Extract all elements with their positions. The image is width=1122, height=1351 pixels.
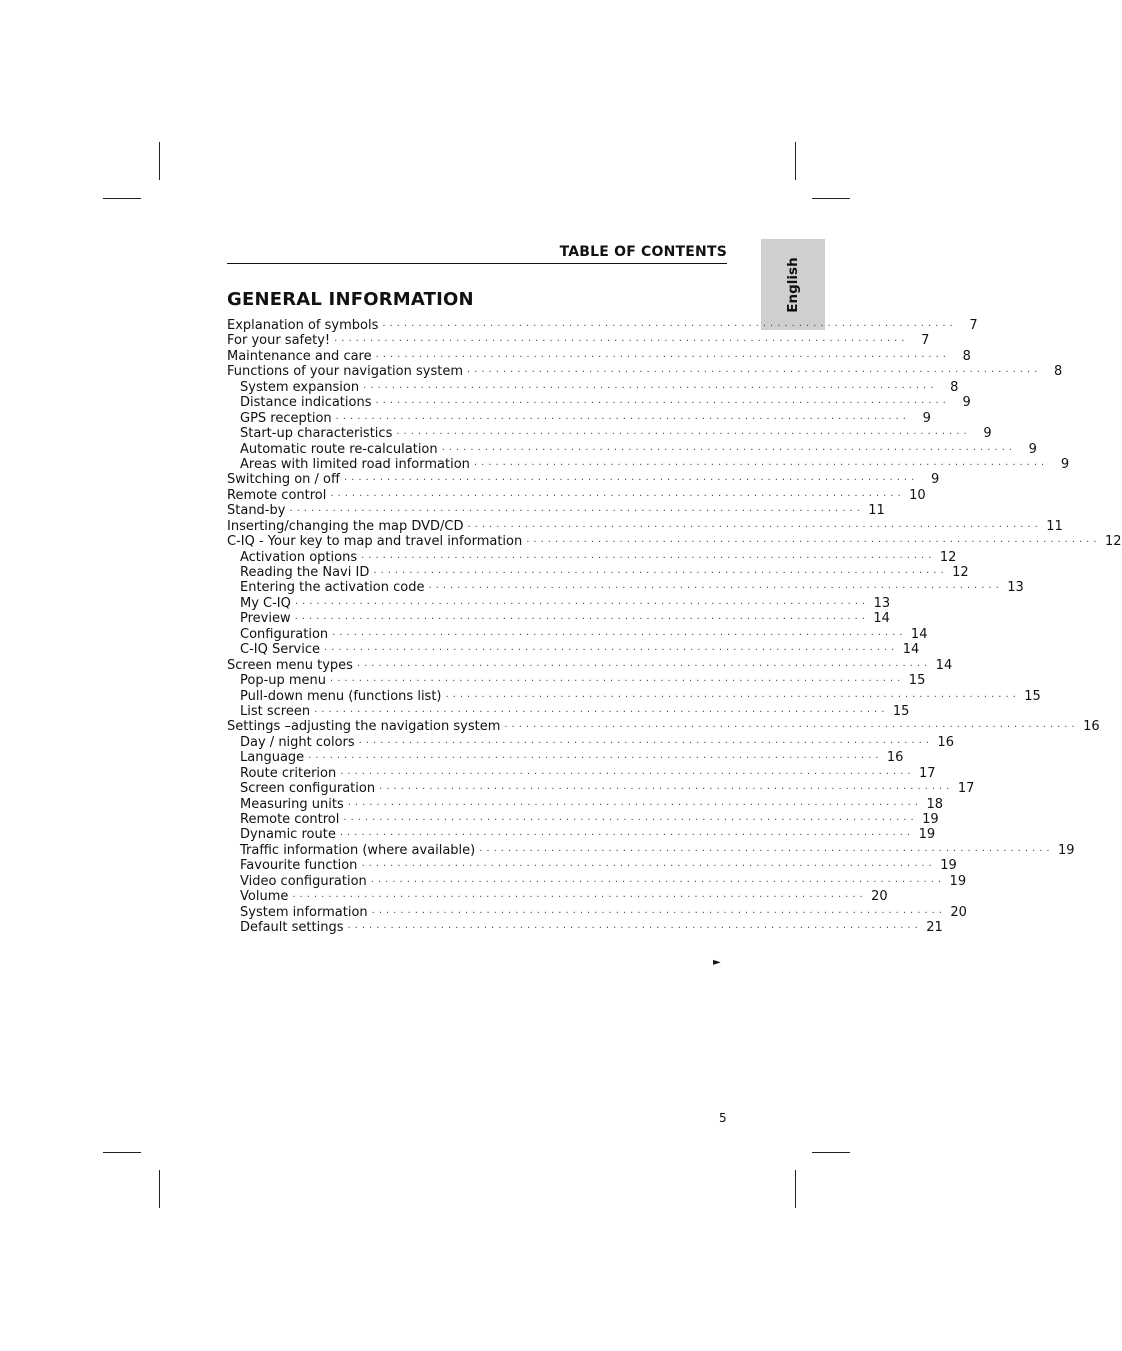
toc-entry — [227, 842, 1075, 858]
toc-entry — [227, 657, 953, 673]
toc-leader-dots: ················································································ — [340, 768, 915, 780]
toc-entry — [227, 318, 978, 333]
toc-entry — [227, 688, 1041, 704]
toc-entry-page: 9 — [962, 395, 971, 411]
toc-leader-dots: ················································································ — [330, 490, 905, 502]
page-number: 5 — [719, 1111, 727, 1125]
right-triangle-icon: ► — [713, 957, 721, 968]
toc-entry-page: 19 — [1057, 842, 1075, 858]
toc-entry-label: Maintenance and care — [227, 348, 372, 364]
crop-mark-top-left-vertical — [159, 142, 160, 180]
toc-entry — [227, 812, 939, 827]
header-rule — [227, 263, 727, 264]
toc-leader-dots: ················································································ — [361, 552, 936, 564]
toc-entry-label: For your safety! — [227, 333, 331, 349]
toc-leader-dots: ················································································ — [314, 706, 889, 718]
toc-leader-dots: ················································································ — [441, 444, 1016, 456]
toc-entry-label: Reading the Navi ID — [240, 565, 370, 580]
toc-entry — [227, 719, 1100, 735]
toc-entry-label: Configuration — [240, 626, 329, 642]
toc-leader-dots: ················································································ — [445, 691, 1020, 703]
toc-entry-label: Preview — [240, 611, 291, 627]
toc-entry-page: 14 — [873, 611, 890, 627]
toc-leader-dots: ················································································ — [347, 799, 923, 811]
crop-mark-top-right-vertical — [795, 142, 796, 180]
toc-entry-label: Distance indications — [240, 395, 372, 411]
toc-entry-page: 7 — [969, 318, 978, 333]
toc-entry-label: Default settings — [240, 920, 344, 936]
toc-entry-label: Day / night colors — [240, 734, 355, 750]
toc-leader-dots: ················································································ — [375, 398, 950, 410]
toc-leader-dots: ················································································ — [371, 907, 946, 919]
toc-entry-label: Stand-by — [227, 503, 286, 519]
toc-entry-label: Functions of your navigation system — [227, 364, 463, 380]
crop-mark-bottom-left-horizontal — [103, 1152, 141, 1153]
toc-entry-page: 19 — [949, 873, 967, 889]
toc-entry — [227, 734, 954, 750]
toc-entry-page: 13 — [873, 595, 891, 611]
toc-entry — [227, 364, 1063, 380]
toc-entry-label: Entering the activation code — [240, 580, 425, 596]
toc-list — [227, 318, 1122, 936]
toc-entry-label: Language — [240, 750, 305, 766]
toc-entry-label: System information — [240, 904, 368, 920]
toc-entry — [227, 642, 920, 658]
toc-entry-page: 19 — [940, 858, 957, 874]
toc-entry — [227, 873, 967, 889]
toc-leader-dots: ················································································ — [379, 784, 954, 796]
toc-leader-dots: ················································································ — [330, 676, 905, 688]
toc-entry-label: GPS reception — [240, 410, 332, 426]
toc-entry-label: List screen — [240, 703, 311, 719]
toc-entry-label: My C-IQ — [240, 595, 291, 611]
toc-entry — [227, 827, 936, 843]
toc-leader-dots: ················································································ — [373, 568, 948, 579]
section-title: GENERAL INFORMATION — [227, 289, 474, 310]
toc-leader-dots: ················································································ — [363, 382, 938, 394]
toc-entry — [227, 626, 928, 642]
toc-leader-dots: ················································································ — [473, 459, 1049, 471]
toc-leader-dots: ················································································ — [343, 815, 918, 826]
toc-entry — [227, 549, 957, 565]
toc-entry-label: Volume — [240, 889, 289, 905]
toc-leader-dots: ················································································ — [428, 583, 1003, 595]
header-title: TABLE OF CONTENTS — [559, 244, 727, 260]
language-tab-label: English — [785, 256, 801, 313]
toc-leader-dots: ················································································ — [334, 336, 909, 348]
toc-entry-page: 9 — [922, 410, 931, 426]
crop-mark-bottom-right-vertical — [795, 1170, 796, 1208]
toc-entry-label: Inserting/changing the map DVD/CD — [227, 518, 464, 534]
crop-mark-top-right-horizontal — [812, 198, 850, 199]
toc-entry-page: 9 — [1028, 441, 1037, 457]
toc-entry — [227, 920, 943, 936]
toc-entry-page: 21 — [926, 920, 943, 936]
toc-entry — [227, 348, 971, 364]
toc-entry-label: Pull-down menu (functions list) — [240, 688, 442, 704]
toc-entry — [227, 426, 992, 442]
toc-entry-page: 16 — [886, 750, 904, 766]
toc-entry-page: 9 — [983, 426, 992, 442]
toc-entry-label: Remote control — [227, 487, 327, 503]
toc-entry-page: 19 — [918, 827, 936, 843]
toc-entry-label: Screen menu types — [227, 657, 353, 673]
toc-leader-dots: ················································································ — [370, 876, 946, 888]
toc-leader-dots: ················································································ — [347, 923, 922, 935]
toc-entry-page: 12 — [1104, 534, 1122, 550]
toc-entry — [227, 333, 930, 349]
crop-mark-bottom-right-horizontal — [812, 1152, 850, 1153]
toc-entry-label: Settings –adjusting the navigation system — [227, 719, 501, 735]
toc-entry-page: 14 — [902, 642, 920, 658]
toc-entry — [227, 703, 910, 719]
toc-entry — [227, 456, 1070, 472]
toc-leader-dots: ················································································ — [467, 367, 1042, 379]
toc-entry-page: 11 — [1046, 518, 1063, 534]
toc-entry-label: Measuring units — [240, 796, 344, 812]
toc-entry-label: C-IQ Service — [240, 642, 321, 658]
toc-entry — [227, 472, 940, 488]
toc-leader-dots: ················································································ — [358, 737, 933, 749]
toc-entry — [227, 580, 1024, 596]
toc-entry — [227, 487, 926, 503]
toc-entry — [227, 503, 885, 519]
toc-leader-dots: ················································································ — [324, 645, 899, 657]
toc-leader-dots: ················································································ — [308, 753, 883, 765]
toc-leader-dots: ················································································ — [292, 892, 867, 904]
toc-entry-page: 11 — [868, 503, 885, 519]
toc-entry — [227, 518, 1063, 534]
crop-mark-top-left-horizontal — [103, 198, 141, 199]
toc-leader-dots: ················································································ — [294, 598, 870, 610]
toc-entry — [227, 673, 926, 689]
toc-leader-dots: ················································································ — [479, 845, 1054, 857]
toc-entry-label: Dynamic route — [240, 827, 336, 843]
toc-leader-dots: ················································································ — [396, 429, 971, 441]
toc-entry — [227, 410, 931, 426]
toc-entry-label: Activation options — [240, 549, 358, 565]
toc-entry-page: 14 — [935, 657, 953, 673]
toc-entry — [227, 565, 969, 580]
toc-entry-page: 12 — [952, 565, 969, 580]
toc-entry-page: 15 — [892, 703, 910, 719]
toc-entry-page: 16 — [937, 734, 954, 750]
toc-entry — [227, 611, 890, 627]
toc-entry-label: Areas with limited road information — [240, 456, 470, 472]
toc-entry-label: Pop-up menu — [240, 673, 327, 689]
toc-entry — [227, 379, 959, 395]
toc-entry-page: 20 — [950, 904, 967, 920]
toc-entry-label: C-IQ - Your key to map and travel information — [227, 534, 523, 550]
language-tab — [761, 239, 825, 330]
toc-entry-page: 17 — [957, 781, 975, 797]
crop-mark-bottom-left-vertical — [159, 1170, 160, 1208]
toc-leader-dots: ················································································ — [382, 321, 957, 332]
toc-entry-page: 14 — [910, 626, 928, 642]
toc-entry-page: 9 — [930, 472, 940, 488]
toc-entry — [227, 904, 967, 920]
toc-entry — [227, 781, 975, 797]
toc-entry — [227, 750, 904, 766]
toc-entry — [227, 765, 936, 781]
toc-entry-label: Start-up characteristics — [240, 426, 393, 442]
toc-leader-dots: ················································································ — [339, 830, 915, 842]
toc-entry — [227, 796, 944, 812]
toc-leader-dots: ················································································ — [343, 475, 919, 487]
toc-entry-page: 15 — [908, 673, 926, 689]
toc-entry-label: Favourite function — [240, 858, 358, 874]
toc-entry — [227, 889, 888, 905]
toc-entry-page: 12 — [939, 549, 957, 565]
toc-entry — [227, 534, 1122, 550]
toc-entry-label: System expansion — [240, 379, 360, 395]
toc-entry-page: 17 — [918, 765, 936, 781]
toc-entry-label: Traffic information (where available) — [240, 842, 476, 858]
toc-entry-page: 20 — [871, 889, 888, 905]
toc-leader-dots: ················································································ — [375, 351, 950, 363]
toc-entry-label: Screen configuration — [240, 781, 376, 797]
toc-entry — [227, 595, 891, 611]
toc-entry-page: 8 — [1054, 364, 1063, 380]
toc-entry-page: 8 — [950, 379, 959, 395]
toc-entry — [227, 441, 1037, 457]
toc-leader-dots: ················································································ — [467, 521, 1042, 533]
toc-entry-label: Explanation of symbols — [227, 318, 379, 333]
toc-leader-dots: ················································································ — [504, 722, 1079, 734]
toc-entry-page: 19 — [922, 812, 939, 827]
toc-leader-dots: ················································································ — [289, 506, 864, 518]
toc-entry — [227, 858, 957, 874]
toc-entry-page: 8 — [962, 348, 971, 364]
toc-leader-dots: ················································································ — [356, 660, 932, 672]
toc-entry-page: 13 — [1007, 580, 1024, 596]
toc-entry-page: 9 — [1060, 456, 1070, 472]
toc-entry-page: 16 — [1083, 719, 1100, 735]
toc-entry-label: Automatic route re-calculation — [240, 441, 438, 457]
toc-leader-dots: ················································································ — [361, 861, 936, 873]
toc-leader-dots: ················································································ — [526, 537, 1101, 549]
toc-entry-label: Route criterion — [240, 765, 337, 781]
toc-entry-page: 15 — [1024, 688, 1041, 704]
toc-entry-page: 18 — [926, 796, 944, 812]
toc-leader-dots: ················································································ — [335, 413, 910, 425]
toc-entry-label: Switching on / off — [227, 472, 340, 488]
toc-entry-label: Remote control — [240, 812, 340, 827]
toc-entry-page: 7 — [921, 333, 930, 349]
toc-entry-page: 10 — [909, 487, 926, 503]
toc-leader-dots: ················································································ — [332, 629, 907, 641]
toc-entry — [227, 395, 971, 411]
toc-entry-label: Video configuration — [240, 873, 367, 889]
toc-leader-dots: ················································································ — [294, 614, 869, 626]
